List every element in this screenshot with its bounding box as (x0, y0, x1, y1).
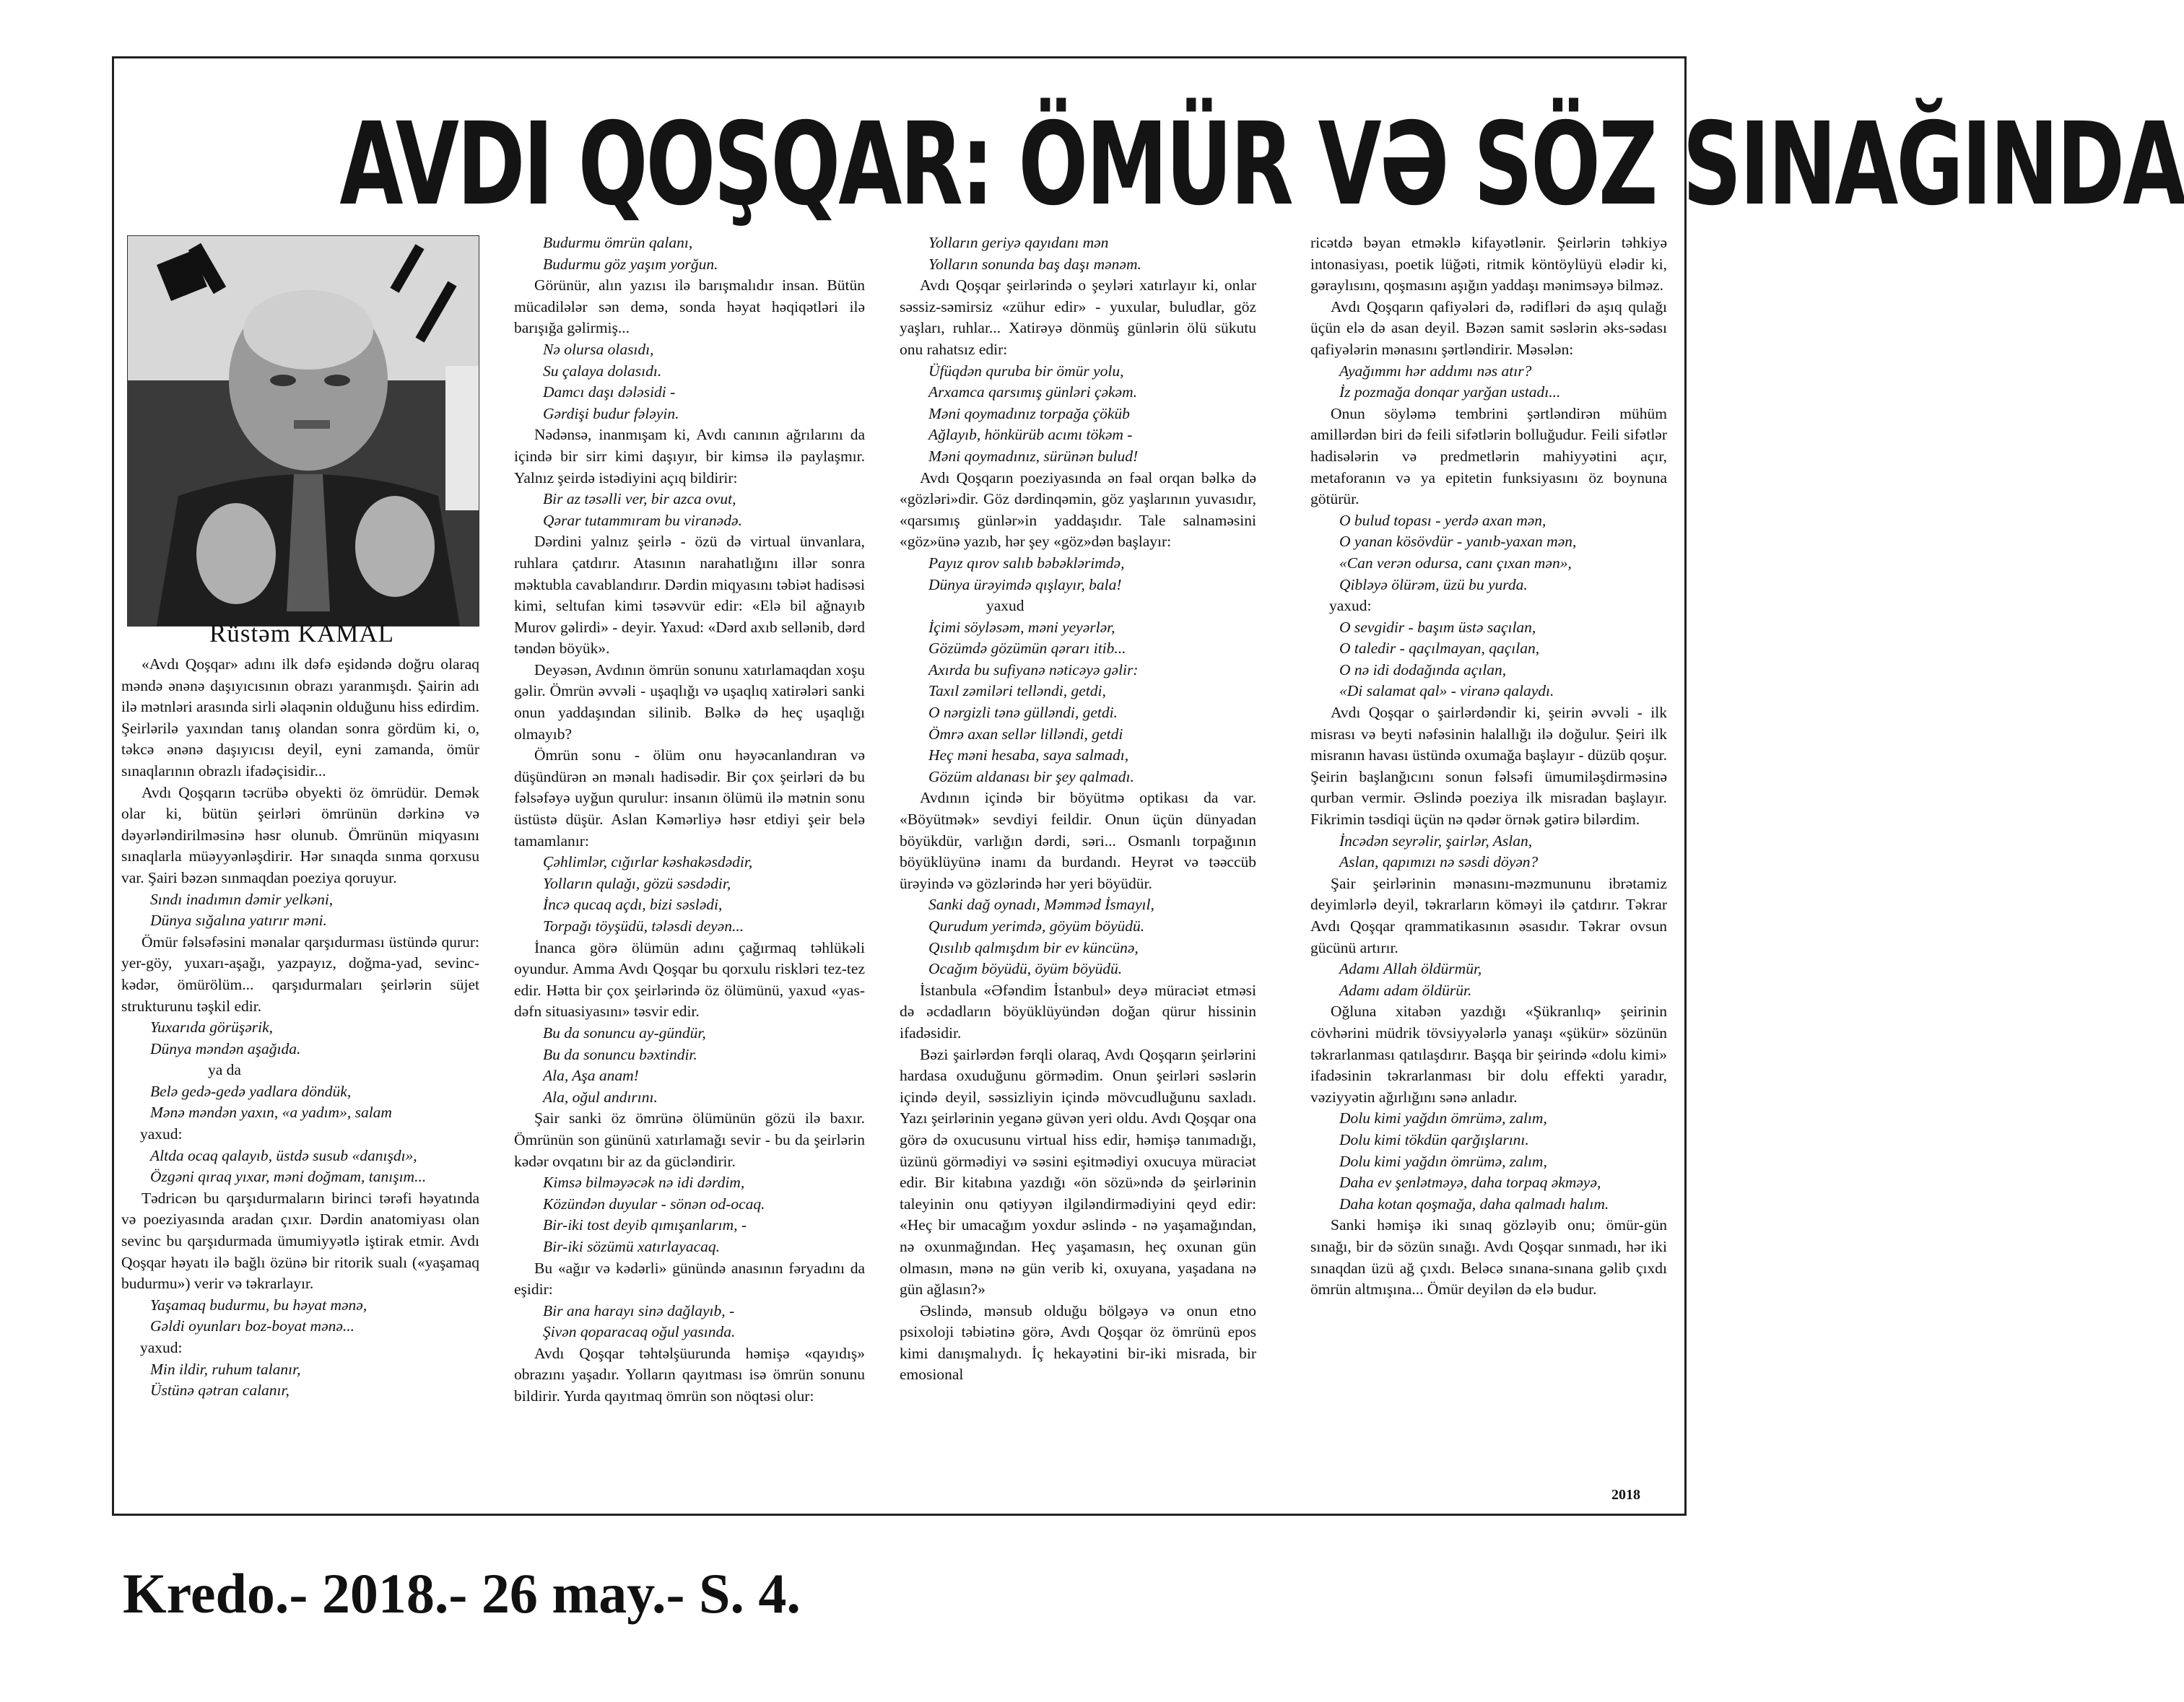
verse-line: O nə idi dodağında açılan, (1339, 660, 1507, 678)
verse-line: Yolların geriyə qayıdanı mən (928, 234, 1109, 251)
verse-line: Məni qoymadınız torpağa çöküb (928, 404, 1130, 422)
verse-line: O sevgidir - başım üstə saçılan, (1339, 618, 1536, 636)
verse-line: Su çalaya dolasıdı. (543, 362, 662, 380)
verse-line: Damcı daşı dələsidi - (543, 383, 676, 401)
verse-line: Dolu kimi yağdın ömrümə, zalım, (1339, 1152, 1547, 1170)
article-column-4 (1310, 232, 1667, 1301)
verse-line: Məni qoymadınız, sürünən bulud! (928, 447, 1139, 465)
connector-text: yaxud (986, 597, 1024, 615)
verse-line: O nərgizli tənə gülləndi, getdi. (928, 704, 1118, 722)
verse-line: Üfüqdən quruba bir ömür yolu, (928, 362, 1124, 380)
verse-line: Aslan, qapımızı nə səsdi döyən? (1339, 853, 1539, 871)
connector-text: yaxud: (140, 1125, 183, 1143)
verse-line: Bu da sonuncu ay-gündür, (543, 1024, 706, 1042)
paragraph: Ömrün sonu - ölüm onu həyəcanlandıran və düşündürən ən mənalı hadisədir. Bir çox şeirləri də bu fəlsəfəyə uyğun qurulur: insanın ölümü ilə mətnin sonu üstüstə düşür. Aslan Kəmərliyə həsr etdiyi şeir belə tamamlanır: (514, 746, 865, 850)
verse-line: Yaşamaq budurmu, bu həyat mənə, (150, 1296, 367, 1314)
verse-line: Bir az təsəlli ver, bir azca ovut, (543, 490, 736, 508)
article-column-1 (121, 654, 479, 1402)
verse-line: Dünya ürəyimdə qışlayır, bala! (928, 575, 1122, 593)
verse-line: Dünya məndən aşağıda. (150, 1039, 301, 1057)
verse-line: Gözümdə gözümün qərarı itib... (928, 640, 1126, 658)
verse-line: Yuxarıda görüşərik, (150, 1018, 274, 1037)
paragraph: Bu «ağır və kədərli» günündə anasının fəryadını da eşidir: (514, 1259, 865, 1299)
verse-line: Mənə məndən yaxın, «a yadım», salam (150, 1104, 392, 1122)
verse-line: İncədən seyrəlir, şairlər, Aslan, (1339, 832, 1533, 850)
verse-line: Gərdişi budur fələyin. (543, 404, 679, 422)
paragraph: Avdı Qoşqar o şairlərdəndir ki, şeirin əvvəli - ilk misrası və beyti nəfəsinin halallığı ilə doğulur. Şeiri ilk misranın havası üstündə oxumağa başlayır - düzüb qoşur. Şeirin başlanğıcını sonun fəlsəfi ümumiləşdirməsinə qurban vermir. Əslində poeziya ilk misradan başlayır. Fikrimin təsdiqi üçün nə qədər örnək gətirə bilərdim. (1310, 704, 1667, 829)
verse-line: Gözüm aldanası bir şey qalmadı. (928, 767, 1134, 785)
paragraph: Tədricən bu qarşıdurmaların birinci tərəfi həyatında və poeziyasında aradan çıxır. Dərdin anatomiyası olan sevinc bu qarşıdurmada ümumiyyətlə iştirak etmir. Avdı Qoşqar həyatı ilə bağlı özünə bir ritorik sualı («yaşamaq budurmu») verir və təkrarlayır. (121, 1189, 479, 1293)
verse-line: Sındı inadımın dəmir yelkəni, (150, 890, 334, 908)
verse-line: Adamı Allah öldürmür, (1339, 960, 1482, 978)
verse-line: Ömrə axan sellər lilləndi, getdi (928, 725, 1123, 743)
verse-line: Payız qırov salıb bəbəklərimdə, (928, 554, 1125, 572)
verse-line: Yolların qulağı, gözü səsdədir, (543, 874, 731, 892)
verse-line: Gəldi oyunları boz-boyat mənə... (150, 1317, 355, 1335)
verse-line: Heç məni hesaba, saya salmadı, (928, 746, 1129, 764)
verse-line: Şivən qoparacaq oğul yasında. (543, 1323, 736, 1341)
verse-line: İçimi söyləsəm, məni yeyərlər, (928, 618, 1115, 636)
article-column-3 (900, 232, 1256, 1386)
verse-line: Qurudum yerimdə, göyüm böyüdü. (928, 917, 1145, 935)
verse-line: Közündən duyular - sönən od-ocaq. (543, 1195, 765, 1213)
verse-line: Bir-iki sözümü xatırlayacaq. (543, 1237, 720, 1255)
paragraph: Avdı Qoşqarın təcrübə obyekti öz ömrüdür. Demək olar ki, bütün şeirləri ömrünün dərkinə və dəyərləndirilməsinə həsr olunub. Ömrünün miqyasını sınaqlarla müəyyənləşdirir. Hər sınaqda sınma qorxusu var. Şairi bəzən sınmaqdan poeziya qoruyur. (121, 783, 479, 886)
verse-line: O yanan kösövdür - yanıb-yaxan mən, (1339, 533, 1577, 551)
paragraph: Sanki həmişə iki sınaq gözləyib onu; ömür-gün sınağı, bir də sözün sınağı. Avdı Qoşqar sınmadı, hər iki sınaqdan üzü ağ çıxdı. Beləcə sınana-sınana gəlib çıxdı ömrün altmışına... Ömür deyilən də elə budur. (1310, 1216, 1667, 1299)
paragraph: Görünür, alın yazısı ilə barışmalıdır insan. Bütün mücadilələr sən demə, sonda həyat həqiqətləri ilə barışığa gəlirmiş... (514, 276, 865, 337)
author-portrait-photo (127, 235, 479, 627)
paragraph: Bəzi şairlərdən fərqli olaraq, Avdı Qoşqarın şeirlərini hardasa oxuduğunu görmədim. Onun şeirləri səslərin içində deyil, səssizliyin içində mövcudluğunu saxladı. Yazı şeirlərinin yeganə güvən yeri oldu. Avdı Qoşqar ona görə də oxucusunu virtual hiss edir, həmişə tanımadığı, üzünü görmədiyi və səsini eşitmədiyi oxucuya müraciət edir. Bir kitabına yazdığı «ön sözü»ndə də şeirlərinin taleyinin onu qətiyyən ilgiləndirmədiyini qeyd edir: «Heç bir umacağım yoxdur əslində - nə yaşamağından, nə oxunmağından. Heç yaşamasın, heç oxunan gün olmasın, mənə nə gün verib ki, oxuyana, yaşadana nə gün ağlasın?» (900, 1045, 1256, 1299)
verse-line: Dünya sığalına yatırır məni. (150, 912, 327, 930)
paragraph: ricətdə bəyan etməklə kifayətlənir. Şeirlərin təhkiyə intonasiyası, poetik lüğəti, ritmik köntöylüyü elədir ki, gəraylısını, qoşmasını aşığın yaddaşı mənimsəyə bilməz. (1310, 234, 1667, 294)
paragraph: Şair sanki öz ömrünə ölümünün gözü ilə baxır. Ömrünün son gününü xatırlamağı sevir - bu da şeirlərin kədər ovqatını bir az da gücləndirir. (514, 1109, 865, 1170)
verse-line: Daha ev şenlətməyə, daha torpaq əkməyə, (1339, 1174, 1601, 1192)
verse-line: Qərar tutammıram bu viranədə. (543, 511, 742, 529)
paragraph: Dərdini yalnız şeirlə - özü də virtual ünvanlara, ruhlara çatdırır. Atasının narahatlığını illər sonra məktubla cavablandırır. Dərdin miqyasını təbiət hadisəsi kimi, seltufan kimi təsəvvür edir: «Elə bil ağnayıb Murov gəlirdi» - deyir. Yaxud: «Dərd axıb sellənib, dərd təndən böyük». (514, 533, 866, 658)
paragraph: Ömür fəlsəfəsini mənalar qarşıdurması üstündə qurur: yer-göy, yuxarı-aşağı, yazpayız, doğma-yad, sevinc-kədər, ömürölüm... qarşıdurmaları şeirlərin süjet strukturunu təşkil edir. (121, 933, 479, 1015)
verse-line: Torpağı töyşüdü, tələsdi deyən... (543, 917, 744, 935)
verse-line: Ala, oğul andırını. (543, 1088, 658, 1106)
verse-line: İncə qucaq açdı, bizi səslədi, (543, 896, 723, 914)
verse-line: Arxamca qarsımış günləri çəkəm. (928, 383, 1137, 401)
verse-line: Nə olursa olasıdı, (543, 340, 654, 358)
verse-line: Kimsə bilməyəcək nə idi dərdim, (543, 1174, 745, 1192)
verse-line: Axırda bu sufiyanə nəticəyə gəlir: (928, 660, 1139, 678)
paragraph: İnanca görə ölümün adını çağırmaq təhlükəli oyundur. Amma Avdı Qoşqar bu qorxulu riskləri tez-tez edir. Hətta bir çox şeirlərində öz ölümünü, yaxud «yas-dəfn situasiyasını» təsvir edir. (514, 938, 865, 1021)
verse-line: Yolların sonunda baş daşı mənəm. (928, 255, 1141, 273)
verse-line: Adamı adam öldürür. (1339, 981, 1472, 999)
paragraph: Deyəsən, Avdının ömrün sonunu xatırlamaqdan xoşu gəlir. Ömrün əvvəli - uşaqlığı və uşaqlıq xatirələri sanki onun yaddaşından silinib. Bəlkə də heç uşaqlığı olmayıb? (514, 660, 865, 743)
headline: AVDI QOŞQAR: ÖMÜR VƏ SÖZ SINAĞINDA (339, 98, 2184, 231)
verse-line: Dolu kimi tökdün qarğışlarını. (1339, 1130, 1529, 1148)
paragraph: Onun söyləmə tembrini şərtləndirən mühüm amillərdən biri də feili sifətlərin bolluğudur. Feili sifətlər hadisələrin və predmetlərin mahiyyətini açır, metaforanın və ya epitetin funksiyasını öz boynuna götürür. (1310, 404, 1667, 508)
verse-line: Min ildir, ruhum talanır, (150, 1360, 301, 1378)
verse-line: Belə gedə-gedə yadlara döndük, (150, 1082, 352, 1100)
connector-text: ya da (208, 1061, 241, 1079)
connector-text: yaxud: (140, 1339, 183, 1356)
paragraph: Avdı Qoşqarın qafiyələri də, rədifləri də aşıq qulağı üçün elə də asan deyil. Bəzən samit səslərin əks-sədası qafiyələrin mənasını şərtləndirir. Məsələn: (1310, 297, 1667, 358)
verse-line: «Can verən odursa, canı çıxan mən», (1339, 554, 1572, 572)
paragraph: Nədənsə, inanmışam ki, Avdı canının ağrılarını da içində bir sirr kimi daşıyır, bir kimsə ilə paylaşmır. Yalnız şeirdə istədiyini açıq bildirir: (514, 426, 865, 486)
source-citation: Kredo.- 2018.- 26 may.- S. 4. (123, 1562, 801, 1625)
verse-line: Daha kotan qoşmağa, daha qalmadı halım. (1339, 1195, 1609, 1213)
paragraph: Avdı Qoşqarın poeziyasında ən fəal orqan bəlkə də «gözləri»dir. Göz dərdinqəmin, göz yaşlarının yuvasıdır, «qarsımış günlər»in yaddaşıdır. Tale salnaməsini «göz»ünə yazıb, hər şey «göz»dən başlayır: (900, 468, 1256, 551)
verse-line: «Di salamat qal» - viranə qalaydı. (1339, 682, 1554, 700)
verse-line: Altda ocaq qalayıb, üstdə susub «danışdı», (150, 1146, 417, 1164)
verse-line: Ayağımmı hər addımı nəs atır? (1339, 362, 1532, 380)
verse-line: Üstünə qətran calanır, (150, 1382, 290, 1400)
portrait-photo-icon (128, 236, 479, 626)
article-column-2 (514, 232, 865, 1408)
verse-line: Taxıl zəmiləri telləndi, getdi, (928, 682, 1106, 700)
verse-line: Özgəni qıraq yıxar, məni doğmam, tanışım... (150, 1168, 427, 1186)
verse-line: O bulud topası - yerdə axan mən, (1339, 511, 1546, 529)
verse-line: İz pozmağa donqar yarğan ustadı... (1339, 383, 1561, 401)
verse-line: Bir ana harayı sinə dağlayıb, - (543, 1301, 735, 1319)
verse-line: Ağlayıb, hönkürüb acımı tökəm - (928, 426, 1133, 444)
verse-line: Ocağım böyüdü, öyüm böyüdü. (928, 960, 1123, 978)
paragraph: Əslində, mənsub olduğu bölgəyə və onun etno psixoloji təbiətinə görə, Avdı Qoşqar öz ömrünü epos kimi danışmalıydı. İç hekayətini bir-iki misrada, bir emosional (900, 1301, 1256, 1384)
paragraph: «Avdı Qoşqar» adını ilk dəfə eşidəndə doğru olaraq məndə ənənə daşıyıcısının obrazı yaranmışdı. Şairin adı ilə mətnləri arasında sirli əlaqənin olduğunu hiss edirdim. Şeirlərilə yaxından tanış olandan sonra gördüm ki, o, təkcə ənənə daşıyıcısı deyil, eyni zamanda, ömür sınaqlarının obrazlı ifadəçisidir... (121, 655, 479, 780)
verse-line: Bu da sonuncu bəxtindir. (543, 1045, 697, 1063)
paragraph: Oğluna xitabən yazdığı «Şükranlıq» şeirinin cövhərini müdrik tövsiyyələrlə yanaşı «şükür» sözünün təkrarlanması qatılaşdırır. Başqa bir şeirində «dolu kimi» ifadəsinin təkrarlanması bir dolu effekti yaradır, vəziyyətin ağırlığını sənə anladır. (1310, 1003, 1667, 1106)
verse-line: Ala, Aşa anam! (543, 1067, 639, 1085)
verse-line: Qısılıb qalmışdım bir ev küncünə, (928, 938, 1139, 956)
paragraph: İstanbula «Əfəndim İstanbul» deyə müraciət etməsi də əcdadların böyüklüyündən doğan qürur hissinin ifadəsidir. (900, 981, 1256, 1042)
verse-line: Budurmu ömrün qalanı, (543, 234, 693, 251)
connector-text: yaxud: (1329, 597, 1372, 615)
verse-line: Çəhlimlər, cığırlar kəshakəsdədir, (543, 853, 753, 871)
paragraph: Avdı Qoşqar təhtəlşüurunda həmişə «qayıdış» obrazını yaşadır. Yolların qayıtması isə ömrün sonunu bildirir. Yurda qayıtmaq ömrün son nöqtəsi olur: (514, 1344, 865, 1405)
verse-line: Qibləyə ölürəm, üzü bu yurda. (1339, 575, 1528, 593)
author-byline: Rüstəm KAMAL (209, 619, 395, 647)
verse-line: Sanki dağ oynadı, Məmməd İsmayıl, (928, 896, 1154, 914)
verse-line: Bir-iki tost deyib qımışanlarım, - (543, 1216, 747, 1234)
paragraph: Avdı Qoşqar şeirlərində o şeyləri xatırlayır ki, onlar səssiz-səmirsiz «zühur edir» - yuxular, buludlar, göz yaşları, ruhlar... Xatirəyə dönmüş günlərin ölü sükutu onu rahatsız edir: (900, 276, 1256, 358)
verse-line: O taledir - qaçılmayan, qaçılan, (1339, 640, 1540, 658)
article-year: 2018 (1611, 1487, 1640, 1503)
paragraph: Şair şeirlərinin mənasını-məzmununu ibrətamiz deyimlərlə deyil, təkrarların köməyi ilə çatdırır. Təkrar Avdı Qoşqar qrammatikasının əsasıdır. Təkrar ovsun gücünü artırır. (1310, 874, 1667, 956)
paragraph: Avdının içində bir böyütmə optikası da var. «Böyütmək» sevdiyi feildir. Onun üçün dünyadan böyükdür, varlığın dərdi, səri... Osmanlı torpağının böyüklüyünə inamı da burdandı. Heyrət və təəccüb ürəyində və gözlərində hər yeri böyüdür. (900, 789, 1256, 892)
verse-line: Dolu kimi yağdın ömrümə, zalım, (1339, 1109, 1547, 1127)
verse-line: Budurmu göz yaşım yorğun. (543, 255, 718, 273)
